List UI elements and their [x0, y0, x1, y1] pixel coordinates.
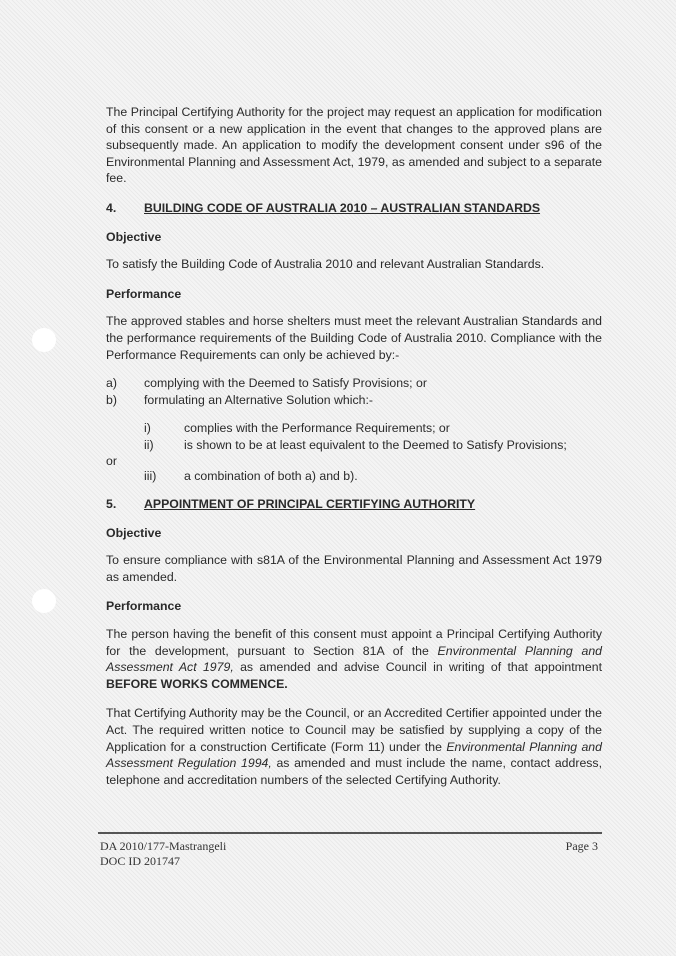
sublist-text: is shown to be at least equivalent to the Deemed to Satisfy Provisions; [184, 437, 567, 452]
document-body [106, 104, 602, 801]
list-marker: a) [106, 376, 117, 391]
sublist-marker: iii) [144, 468, 157, 483]
intro-paragraph: The Principal Certifying Authority for the project may request an application for modification of this consent or a new application in the event that changes to the approved plans are subsequently made. An application to modify the development consent under s96 of the Environmental Planning and Assessment Act, 1979, as amended and subject to a separate fee. [106, 105, 602, 186]
footer-page-number: Page 3 [565, 839, 598, 853]
footer-da-ref: DA 2010/177-Mastrangeli [100, 839, 227, 853]
list-marker: b) [106, 392, 117, 407]
punch-hole-top [32, 328, 56, 352]
list-item-b [106, 392, 602, 409]
list-text: formulating an Alternative Solution which:- [144, 392, 373, 407]
sublist-text: complies with the Performance Requirements; or [184, 421, 450, 436]
section-5-number: 5. [106, 497, 117, 512]
footer-divider [98, 832, 602, 834]
section-5-performance-heading: Performance [106, 599, 182, 614]
list-text: complying with the Deemed to Satisfy Provisions; or [144, 376, 427, 391]
section-4-objective-heading: Objective [106, 229, 162, 244]
section-5-objective-heading: Objective [106, 525, 162, 540]
footer-doc-id: DOC ID 201747 [100, 854, 180, 868]
sublist-marker: ii) [144, 437, 154, 452]
section-5-performance-paragraph-1: The person having the benefit of this consent must appoint a Principal Certifying Authority for the development, pursuant to Section 81A of the Environmental Planning and Assessment Act 1979, as amended and advise Council in writing of that appointment BEFORE WORKS COMMENCE. [106, 627, 602, 691]
sublist-marker: i) [144, 421, 151, 436]
section-4-title: BUILDING CODE OF AUSTRALIA 2010 – AUSTRALIAN STANDARDS [144, 200, 541, 215]
section-4-number: 4. [106, 200, 117, 215]
section-5-performance-paragraph-2: That Certifying Authority may be the Council, or an Accredited Certifier appointed under the Act. The required written notice to Council may be satisfied by supplying a copy of the Application for a construction Certificate (Form 11) under the Environmental Planning and Assessment Regulation 1994, as amended and must include the name, contact address, telephone and accreditation numbers of the selected Certifying Authority. [106, 706, 602, 787]
section-5-objective-text: To ensure compliance with s81A of the Environmental Planning and Assessment Act 1979 as amended. [106, 553, 602, 584]
section-4-heading [106, 200, 602, 217]
footer-reference [100, 839, 226, 869]
sublist-item-iii [106, 468, 602, 485]
punch-hole-bottom [32, 589, 56, 613]
section-5-heading [106, 496, 602, 513]
sublist-item-ii [106, 437, 602, 454]
or-word: or [106, 453, 117, 468]
section-4-performance-heading: Performance [106, 286, 182, 301]
section-4-objective-text: To satisfy the Building Code of Australia 2010 and relevant Australian Standards. [106, 257, 545, 272]
section-5-title: APPOINTMENT OF PRINCIPAL CERTIFYING AUTHORITY [144, 497, 476, 512]
sublist-text: a combination of both a) and b). [184, 468, 358, 483]
list-item-a [106, 375, 602, 392]
section-4-performance-text: The approved stables and horse shelters must meet the relevant Australian Standards and the performance requirements of the Building Code of Australia 2010. Compliance with the Performance Requirements can only be achieved by:- [106, 314, 602, 362]
sublist-item-i [106, 420, 602, 437]
